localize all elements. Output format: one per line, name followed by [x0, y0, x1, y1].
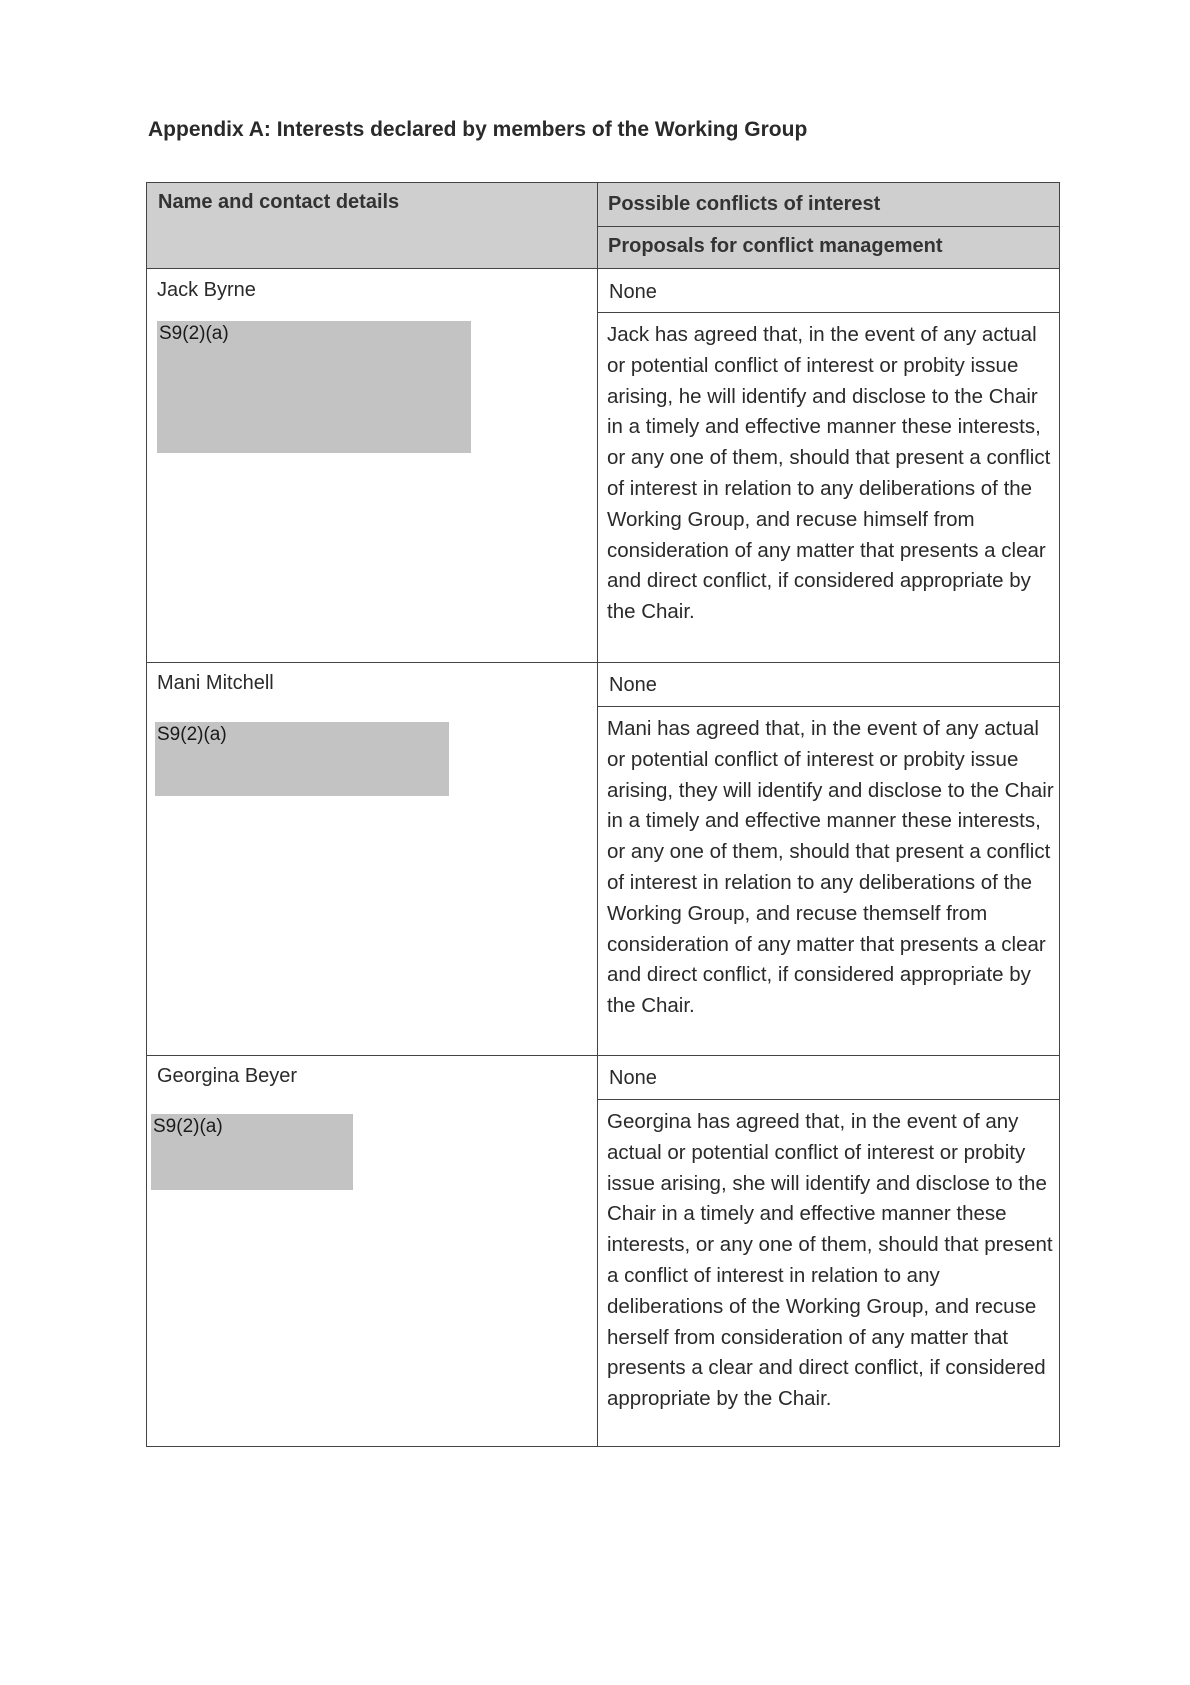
redaction-label: S9(2)(a)	[159, 323, 229, 344]
row-divider	[147, 662, 1059, 663]
row-divider	[147, 1055, 1059, 1056]
header-name-label: Name and contact details	[158, 191, 400, 213]
conflicts-value: None	[609, 281, 657, 303]
header-proposals-label: Proposals for conflict management	[608, 235, 943, 257]
conflict-management-proposal: Jack has agreed that, in the event of any actual or potential conflict of interest or probity issue arising, he will identify and disclose to the Chair in a timely and effective manner these interests, or any one of them, should that present a conflict of interest in relation to any deliberations of the Working Group, and recuse himself from consideration of any matter that presents a clear and direct conflict, if considered appropriate by the Chair.	[607, 323, 1051, 624]
row-divider	[597, 1099, 1059, 1100]
page-title: Appendix A: Interests declared by members of the Working Group	[148, 118, 808, 141]
conflict-management-proposal: Mani has agreed that, in the event of any actual or potential conflict of interest or probity issue arising, they will identify and disclose to the Chair in a timely and effective manner these interests, or any one of them, should that present a conflict of interest in relation to any deliberations of the Working Group, and recuse themself from consideration of any matter that presents a clear and direct conflict, if considered appropriate by the Chair.	[607, 717, 1054, 1018]
conflict-management-proposal: Georgina has agreed that, in the event of any actual or potential conflict of interest or probity issue arising, she will identify and disclose to the Chair in a timely and effective manner these interests, or any one of them, should that present a conflict of interest in relation to any deliberations of the Working Group, and recuse herself from consideration of any matter that presents a clear and direct conflict, if considered appropriate by the Chair.	[607, 1110, 1053, 1411]
row-divider	[597, 706, 1059, 707]
header-divider	[597, 226, 1059, 227]
interests-table	[146, 182, 1060, 1447]
header-conflicts-label: Possible conflicts of interest	[608, 193, 881, 215]
member-name: Mani Mitchell	[157, 672, 274, 694]
row-divider	[147, 268, 1059, 269]
redacted-contact-details	[155, 722, 449, 796]
redacted-contact-details	[151, 1114, 353, 1190]
row-divider	[597, 312, 1059, 313]
redacted-contact-details	[157, 321, 471, 453]
member-name: Jack Byrne	[157, 279, 256, 301]
conflicts-value: None	[609, 1067, 657, 1089]
redaction-label: S9(2)(a)	[153, 1116, 223, 1137]
member-name: Georgina Beyer	[157, 1065, 298, 1087]
column-divider	[597, 183, 598, 1446]
conflicts-value: None	[609, 674, 657, 696]
redaction-label: S9(2)(a)	[157, 724, 227, 745]
